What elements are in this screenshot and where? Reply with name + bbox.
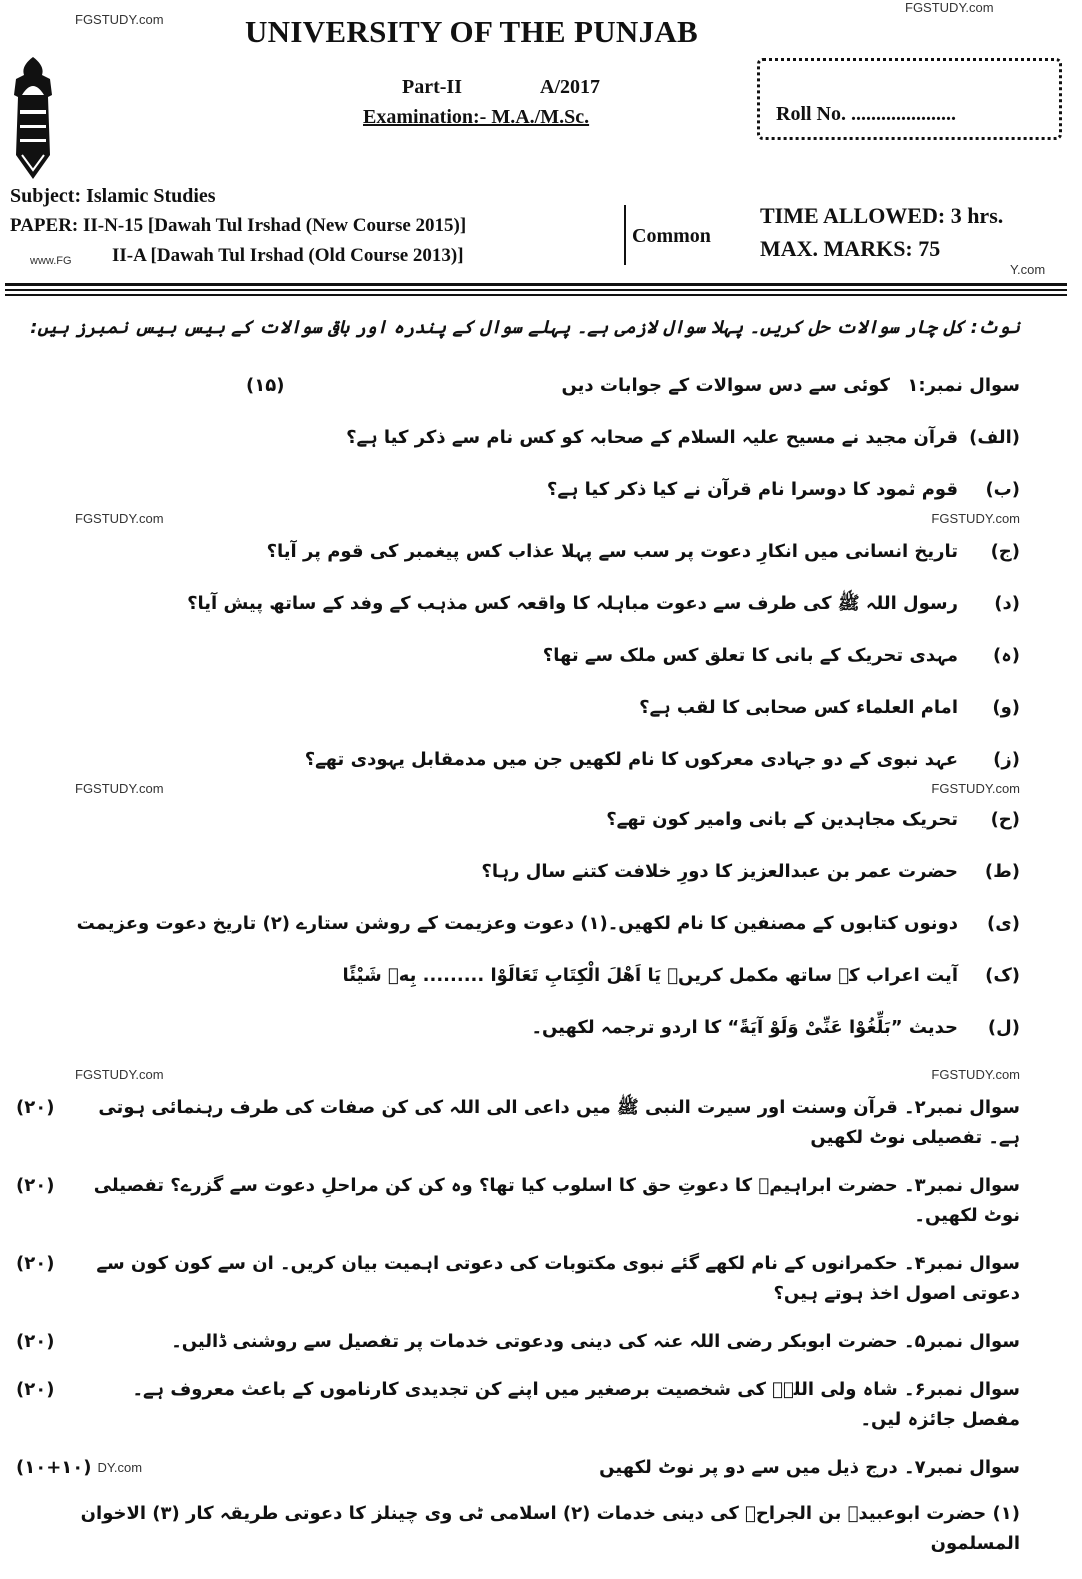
- q1-item: [16, 805, 1020, 835]
- q1-item: [16, 961, 1020, 991]
- time-allowed: TIME ALLOWED: 3 hrs.: [760, 203, 1004, 228]
- roll-number-box: [757, 58, 1062, 140]
- q1-item: [16, 475, 1020, 505]
- watermark: www.FG: [30, 255, 72, 267]
- q1-item-text: امام العلماء کس صحابی کا لقب ہے؟: [639, 697, 958, 718]
- question-marks: (۲۰): [16, 1331, 55, 1352]
- watermark: FGSTUDY.com: [75, 12, 164, 27]
- watermark: FGSTUDY.com: [931, 781, 1020, 796]
- q1-item-text: دونوں کتابوں کے مصنفین کا نام لکھیں۔(۱) دعوت وعزیمت کے روشن ستارے (۲) تاریخ دعوت وعزیمت: [76, 913, 958, 934]
- q1-item-label: (ی): [987, 913, 1020, 934]
- paper-line-1: PAPER: II-N-15 [Dawah Tul Irshad (New Course 2015)]: [10, 215, 467, 236]
- watermark: FGSTUDY.com: [75, 781, 164, 796]
- q1-item-label: (ک): [985, 965, 1020, 986]
- question-7-options: (۱) حضرت ابوعبیدہ بن الجراحؓ کی دینی خدمات (۲) اسلامی ٹی وی چینلز کا دعوتی طریقہ کار (۳) الاخوان المسلمون: [80, 1503, 1020, 1554]
- header-rule: [5, 294, 1067, 296]
- question-7-options-row: [16, 1499, 1020, 1559]
- q1-item-label: (ب): [985, 479, 1020, 500]
- q1-item-text: حضرت عمر بن عبدالعزیز کا دورِ خلافت کتنے سال رہا؟: [481, 861, 958, 882]
- q1-item: [16, 641, 1020, 671]
- q1-item-label: (ط): [984, 861, 1020, 882]
- q1-item-text: تاریخ انسانی میں انکارِ دعوت پر سب سے پہلا عذاب کس پیغمبر کی قوم پر آیا؟: [266, 541, 958, 562]
- q1-marks: (۱۵): [246, 375, 285, 396]
- q1-item: [16, 537, 1020, 567]
- question-3-row: [16, 1171, 1020, 1231]
- q1-header: [16, 371, 1020, 401]
- q1-item-label: (ہ): [993, 645, 1020, 666]
- q1-item-text: آیت اعراب کے ساتھ مکمل کریں۔ یَا اَهْلَ الْكِتَابِ تَعَالَوْا ......... بِهٖ شَيْئًا: [342, 965, 958, 986]
- header-rule: [5, 289, 1067, 291]
- q1-item-text: حدیث ”بَلِّغُوْا عَنِّیْ وَلَوْ آيَةً“ کا اردو ترجمہ لکھیں۔: [531, 1017, 958, 1038]
- q1-item-label: (و): [992, 697, 1020, 718]
- watermark-row: [16, 781, 1020, 797]
- question-4-row: [16, 1249, 1020, 1309]
- watermark: FGSTUDY.com: [75, 511, 164, 526]
- question-6: سوال نمبر۶۔ شاہ ولی اللہؒ کی شخصیت برصغیر میں اپنے کن تجدیدی کارناموں کے باعث معروف ہے۔ مفصل جائزہ لیں۔: [132, 1379, 1020, 1430]
- q1-item-label: (ل): [987, 1017, 1020, 1038]
- question-4: سوال نمبر۴۔ حکمرانوں کے نام لکھے گئے نبوی مکتوبات کی دعوتی اہمیت بیان کریں۔ ان سے کون کون سے دعوتی اصول اخذ ہوتے ہیں؟: [96, 1253, 1020, 1304]
- roll-number-field: Roll No. .....................: [776, 103, 956, 125]
- watermark: DY.com: [97, 1460, 143, 1475]
- question-6-row: [16, 1375, 1020, 1435]
- instructions-note: نوٹ: کل چار سوالات حل کریں۔ پہلا سوال لازمی ہے۔ پہلے سوال کے پندرہ اور باقی سوالات کے بیس بیس نمبرز ہیں:: [30, 317, 1020, 338]
- watermark-row: [16, 511, 1020, 527]
- watermark: Y.com: [1010, 262, 1046, 277]
- watermark: FGSTUDY.com: [931, 511, 1020, 526]
- q1-item-label: (ح): [990, 809, 1020, 830]
- q1-item-label: (د): [994, 593, 1020, 614]
- paper-body: [0, 305, 1082, 1579]
- exam-session: A/2017: [540, 76, 600, 98]
- question-5-row: [16, 1327, 1020, 1357]
- question-marks: (۱۰+۱۰): [16, 1457, 92, 1478]
- question-7: سوال نمبر۷۔ درج ذیل میں سے دو پر نوٹ لکھیں: [599, 1457, 1020, 1478]
- q1-item: [16, 423, 1020, 453]
- question-marks: (۲۰): [16, 1097, 55, 1118]
- q1-instruction: کوئی سے دس سوالات کے جوابات دیں: [561, 375, 890, 396]
- q1-item: [16, 909, 1020, 939]
- q1-item-text: قوم ثمود کا دوسرا نام قرآن نے کیا ذکر کیا ہے؟: [546, 479, 958, 500]
- question-2-row: [16, 1093, 1020, 1153]
- exam-part: Part-II: [402, 76, 462, 98]
- question-2: سوال نمبر۲۔ قرآن وسنت اور سیرت النبی ﷺ میں داعی الی اللہ کی کن صفات کی طرف رہنمائی ہوتی ہے۔ تفصیلی نوٹ لکھیں: [98, 1097, 1020, 1148]
- q1-item-text: قرآن مجید نے مسیح علیہ السلام کے صحابہ کو کس نام سے ذکر کیا ہے؟: [346, 427, 958, 448]
- question-5: سوال نمبر۵۔ حضرت ابوبکر رضی اللہ عنہ کی دینی ودعوتی خدمات پر تفصیل سے روشنی ڈالیں۔: [171, 1331, 1020, 1352]
- question-marks: (۲۰): [16, 1253, 55, 1274]
- q1-item: [16, 857, 1020, 887]
- divider: [624, 205, 626, 265]
- university-logo-icon: [10, 55, 56, 181]
- university-title: UNIVERSITY OF THE PUNJAB: [245, 14, 699, 49]
- subject-label: Subject: Islamic Studies: [10, 185, 216, 207]
- max-marks: MAX. MARKS: 75: [760, 236, 941, 261]
- watermark-row: [16, 1067, 1020, 1083]
- q1-item-text: رسول اللہ ﷺ کی طرف سے دعوت مباہلہ کا واقعہ کس مذہب کے وفد کے ساتھ پیش آیا؟: [187, 593, 958, 614]
- q1-item: [16, 745, 1020, 775]
- watermark: FGSTUDY.com: [75, 1067, 164, 1082]
- header-rule: [5, 283, 1067, 286]
- examination-label: Examination:- M.A./M.Sc.: [363, 106, 590, 128]
- q1-item: [16, 693, 1020, 723]
- q1-item: [16, 1013, 1020, 1043]
- q1-label: سوال نمبر:۱: [907, 375, 1020, 396]
- q1-item-text: عہد نبوی کے دو جہادی معرکوں کا نام لکھیں جن میں مدمقابل یہودی تھے؟: [304, 749, 958, 770]
- q1-item-label: (ج): [990, 541, 1020, 562]
- question-3: سوال نمبر۳۔ حضرت ابراہیمؑ کا دعوتِ حق کا اسلوب کیا تھا؟ وہ کن کن مراحلِ دعوت سے گزرے؟ تفصیلی نوٹ لکھیں۔: [93, 1175, 1020, 1226]
- q1-item-text: تحریک مجاہدین کے بانی وامیر کون تھے؟: [606, 809, 958, 830]
- q1-item-label: (الف): [969, 427, 1020, 448]
- question-marks: (۲۰): [16, 1379, 55, 1400]
- paper-line-2: II-A [Dawah Tul Irshad (Old Course 2013)]: [112, 245, 464, 266]
- question-marks: (۲۰): [16, 1175, 55, 1196]
- q1-item-text: مہدی تحریک کے بانی کا تعلق کس ملک سے تھا؟: [542, 645, 958, 666]
- question-7-row: [16, 1453, 1020, 1483]
- q1-item-label: (ز): [993, 749, 1020, 770]
- watermark: FGSTUDY.com: [905, 0, 994, 15]
- common-label: Common: [632, 225, 711, 247]
- watermark: FGSTUDY.com: [931, 1067, 1020, 1082]
- q1-item: [16, 589, 1020, 619]
